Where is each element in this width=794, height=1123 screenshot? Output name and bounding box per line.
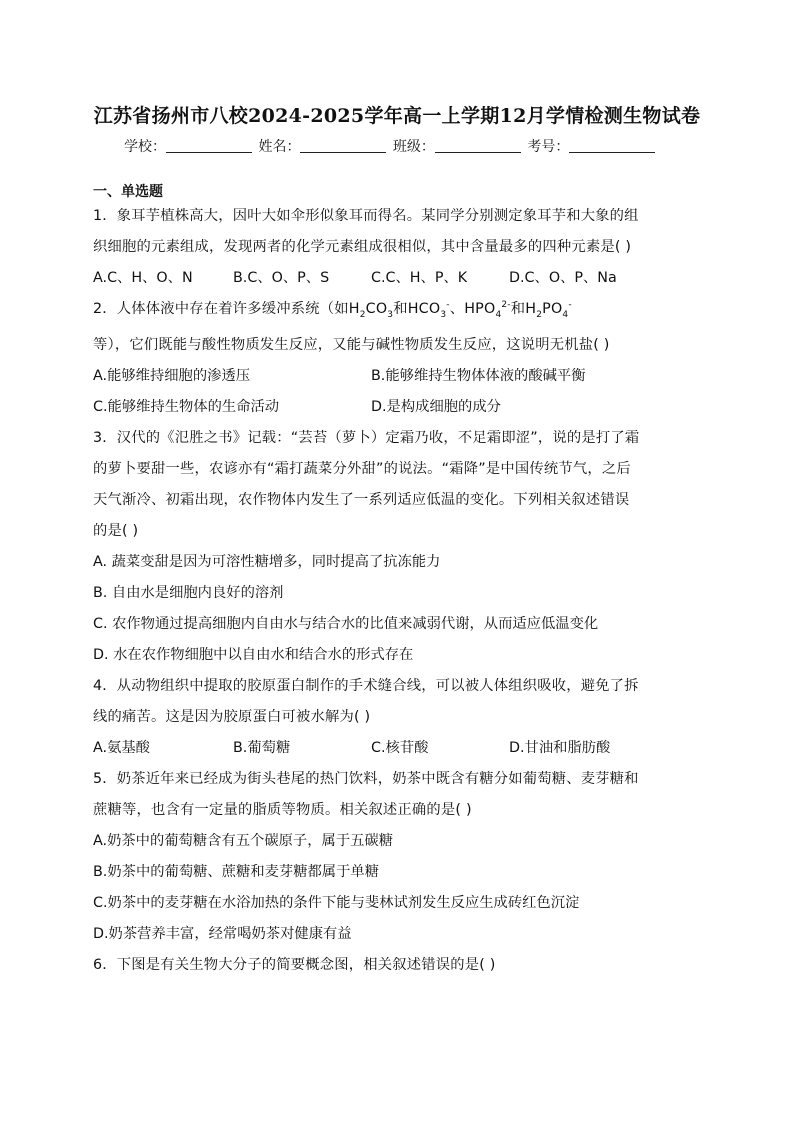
q5-option-a[interactable]: A.奶茶中的葡萄糖含有五个碳原子，属于五碳糖 — [93, 833, 394, 849]
name-label: 姓名： — [258, 139, 301, 155]
q2-mid5: PO — [542, 301, 563, 317]
q3-line1: 3．汉代的《氾胜之书》记载：“芸苔（萝卜）定霜乃收，不足霜即涩”，说的是打了霜 — [93, 430, 640, 446]
q2-sub5: 2 — [536, 309, 543, 320]
q4-option-d[interactable]: D.甘油和脂肪酸 — [509, 740, 611, 756]
q2-mid3: 、HPO — [449, 301, 496, 317]
q1-option-c[interactable]: C.C、H、P、K — [371, 270, 468, 286]
q3-line3: 天气渐冷、初霜出现，农作物体内发生了一系列适应低温的变化。下列相关叙述错误 — [93, 492, 630, 508]
section-title: 一、单选题 — [93, 184, 163, 200]
q2-prefix: 2．人体体液中存在着许多缓冲系统（如H — [93, 301, 360, 317]
q5-option-b[interactable]: B.奶茶中的葡萄糖、蔗糖和麦芽糖都属于单糖 — [93, 864, 379, 880]
q5-option-d[interactable]: D.奶茶营养丰富，经常喝奶茶对健康有益 — [93, 926, 352, 942]
school-label: 学校： — [124, 139, 166, 155]
q1-option-a[interactable]: A.C、H、O、N — [93, 270, 193, 286]
q2-sup3: - — [446, 300, 450, 311]
q4-line2: 线的痛苦。这是因为胶原蛋白可被水解为( ) — [93, 709, 371, 725]
q3-option-c[interactable]: C. 农作物通过提高细胞内自由水与结合水的比值来减弱代谢，从而适应低温变化 — [93, 616, 599, 632]
q5-option-c[interactable]: C.奶茶中的麦芽糖在水浴加热的条件下能与斐林试剂发生反应生成砖红色沉淀 — [93, 895, 580, 911]
q3-option-d[interactable]: D. 水在农作物细胞中以自由水和结合水的形式存在 — [93, 647, 414, 663]
q2-sub4: 4 — [495, 309, 502, 320]
q1-option-d[interactable]: D.C、O、P、Na — [509, 270, 617, 286]
q3-option-a[interactable]: A. 蔬菜变甜是因为可溶性糖增多，同时提高了抗冻能力 — [93, 554, 441, 570]
q2-mid2: 和HCO — [393, 301, 441, 317]
exam-title: 江苏省扬州市八校2024-2025学年高一上学期12月学情检测生物试卷 — [93, 105, 701, 127]
q2-sup6: - — [568, 300, 572, 311]
q2-option-d[interactable]: D.是构成细胞的成分 — [371, 399, 501, 415]
q1-line1: 1．象耳芋植株高大，因叶大如伞形似象耳而得名。某同学分别测定象耳芋和大象的组 — [93, 208, 639, 224]
class-label: 班级： — [392, 139, 435, 155]
q2-option-c[interactable]: C.能够维持生物体的生命活动 — [93, 399, 280, 415]
q2-sub6: 4 — [562, 309, 569, 320]
class-blank[interactable] — [435, 138, 521, 153]
q2-mid4: 和H — [510, 301, 537, 317]
school-blank[interactable] — [166, 138, 252, 153]
q2-sub1: 2 — [359, 309, 366, 320]
q3-line4: 的是( ) — [93, 523, 139, 539]
q3-line2: 的萝卜要甜一些，农谚亦有“霜打蔬菜分外甜”的说法。“霜降”是中国传统节气，之后 — [93, 461, 631, 477]
q5-line2: 蔗糖等，也含有一定量的脂质等物质。相关叙述正确的是( ) — [93, 802, 472, 818]
q3-option-b[interactable]: B. 自由水是细胞内良好的溶剂 — [93, 585, 284, 601]
q1-option-b[interactable]: B.C、O、P、S — [233, 270, 330, 286]
q2-line2: 等），它们既能与酸性物质发生反应，又能与碱性物质发生反应，这说明无机盐( ) — [93, 337, 610, 353]
q2-sub3: 3 — [440, 309, 447, 320]
number-label: 考号： — [527, 139, 570, 155]
q2-line1 — [93, 298, 572, 320]
q4-option-c[interactable]: C.核苷酸 — [371, 740, 429, 756]
q4-option-a[interactable]: A.氨基酸 — [93, 740, 150, 756]
q4-option-b[interactable]: B.葡萄糖 — [233, 740, 291, 756]
q2-sub2: 3 — [387, 309, 394, 320]
q1-line2: 织细胞的元素组成，发现两者的化学元素组成很相似，其中含量最多的四种元素是( ) — [93, 239, 632, 255]
name-blank[interactable] — [300, 138, 386, 153]
q2-sup4: 2- — [501, 300, 511, 311]
q5-line1: 5．奶茶近年来已经成为街头巷尾的热门饮料，奶茶中既含有糖分如葡萄糖、麦芽糖和 — [93, 771, 639, 787]
q4-line1: 4．从动物组织中提取的胶原蛋白制作的手术缝合线，可以被人体组织吸收，避免了拆 — [93, 678, 639, 694]
student-info-row — [124, 136, 684, 156]
q2-option-b[interactable]: B.能够维持生物体体液的酸碱平衡 — [371, 368, 586, 384]
q6-line1: 6．下图是有关生物大分子的简要概念图，相关叙述错误的是( ) — [93, 957, 496, 973]
number-blank[interactable] — [569, 138, 655, 153]
q2-mid1: CO — [365, 301, 388, 317]
q2-option-a[interactable]: A.能够维持细胞的渗透压 — [93, 368, 251, 384]
